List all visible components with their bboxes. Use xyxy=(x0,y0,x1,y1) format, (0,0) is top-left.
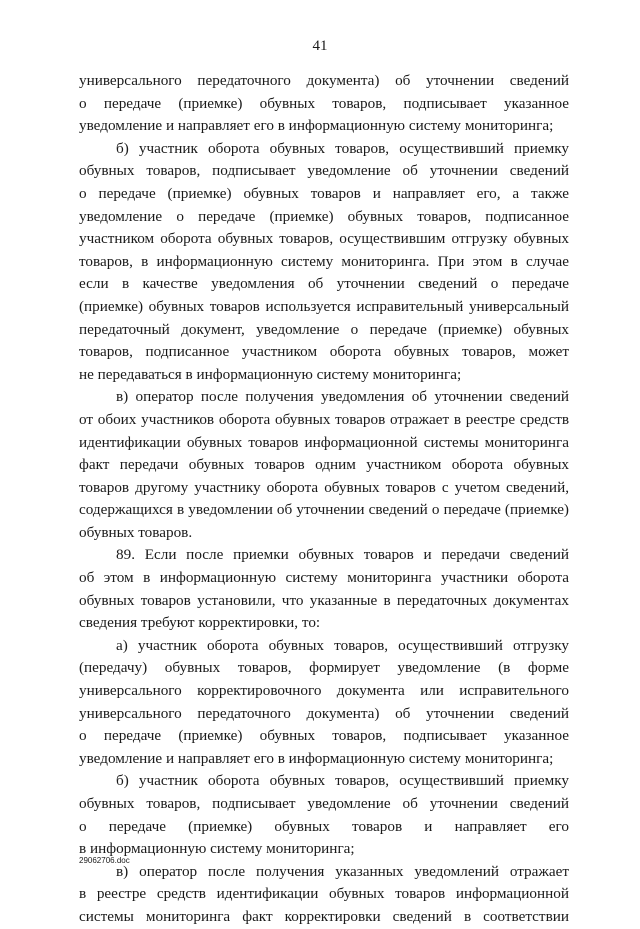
text-line: уведомление и направляет его в информационную систему мониторинга; xyxy=(79,749,554,767)
text-line: если в качестве уведомления об уточнении сведений о передаче xyxy=(79,275,569,293)
text-line: передаточный документ, уведомление о передаче (приемке) обувных xyxy=(79,320,569,338)
page-number: 41 xyxy=(312,38,328,54)
text-line: б) участник оборота обувных товаров, осуществивший приемку xyxy=(116,139,569,157)
text-line: о передаче (приемке) обувных товаров и направляет его xyxy=(79,817,569,835)
text-line: не передаваться в информационную систему мониторинга; xyxy=(79,365,462,383)
text-line: о передаче (приемке) обувных товаров, подписывает указанное xyxy=(79,727,569,745)
text-line: сведения требуют корректировки, то: xyxy=(79,614,321,632)
document-filename: 29062706.doc xyxy=(79,856,130,865)
text-line: универсального передаточного документа) об уточнении сведений xyxy=(79,704,569,722)
text-line: а) участник оборота обувных товаров, осуществивший отгрузку xyxy=(116,636,569,654)
text-line: обувных товаров, подписывает уведомление об уточнении сведений xyxy=(79,162,569,180)
text-line: уведомление и направляет его в информационную систему мониторинга; xyxy=(79,117,554,135)
text-line: универсального передаточного документа) об уточнении сведений xyxy=(79,72,569,89)
text-line: факт передачи обувных товаров одним участником оборота обувных xyxy=(79,456,569,474)
text-line: обувных товаров, подписывает уведомление об уточнении сведений xyxy=(79,795,569,812)
text-line: о передаче (приемке) обувных товаров и направляет его, а также xyxy=(79,184,569,202)
text-line: об этом в информационную систему мониторинга участники оборота xyxy=(79,569,569,587)
text-line: (приемке) обувных товаров используется исправительный универсальный xyxy=(79,297,569,315)
text-line: в) оператор после получения уведомления об уточнении сведений xyxy=(116,388,569,406)
text-line: системы мониторинга факт корректировки сведений в соответствии xyxy=(79,907,569,925)
text-line: обувных товаров. xyxy=(79,523,193,541)
text-line: о передаче (приемке) обувных товаров, подписывает указанное xyxy=(79,94,569,112)
text-line: товаров, в информационную систему мониторинга. При этом в случае xyxy=(79,252,569,270)
text-line: идентификации обувных товаров информационной системы мониторинга xyxy=(79,433,569,451)
text-line: содержащихся в уведомлении об уточнении сведений о передаче (приемке) xyxy=(79,501,569,519)
text-line: в реестре средств идентификации обувных товаров информационной xyxy=(79,885,569,903)
text-line: универсального корректировочного документа или исправительного xyxy=(79,682,569,700)
text-line: в информационную систему мониторинга; xyxy=(79,840,355,858)
text-line: (передачу) обувных товаров, формирует уведомление (в форме xyxy=(79,659,569,677)
text-line: в) оператор после получения указанных уведомлений отражает xyxy=(116,862,569,880)
text-line: 89. Если после приемки обувных товаров и передачи сведений xyxy=(116,546,569,564)
text-line: участником оборота обувных товаров, осуществившим отгрузку обувных xyxy=(79,230,569,248)
document-body xyxy=(79,70,569,929)
text-line: уведомление о передаче (приемке) обувных товаров, подписанное xyxy=(79,207,569,225)
text-line: товаров другому участнику оборота обувных товаров с учетом сведений, xyxy=(79,478,569,496)
text-line: товаров, подписанное участником оборота обувных товаров, может xyxy=(79,343,569,361)
text-line: обувных товаров установили, что указанные в передаточных документах xyxy=(79,591,569,609)
text-line: от обоих участников оборота обувных товаров отражает в реестре средств xyxy=(79,410,569,428)
text-line: б) участник оборота обувных товаров, осуществивший приемку xyxy=(116,772,569,790)
